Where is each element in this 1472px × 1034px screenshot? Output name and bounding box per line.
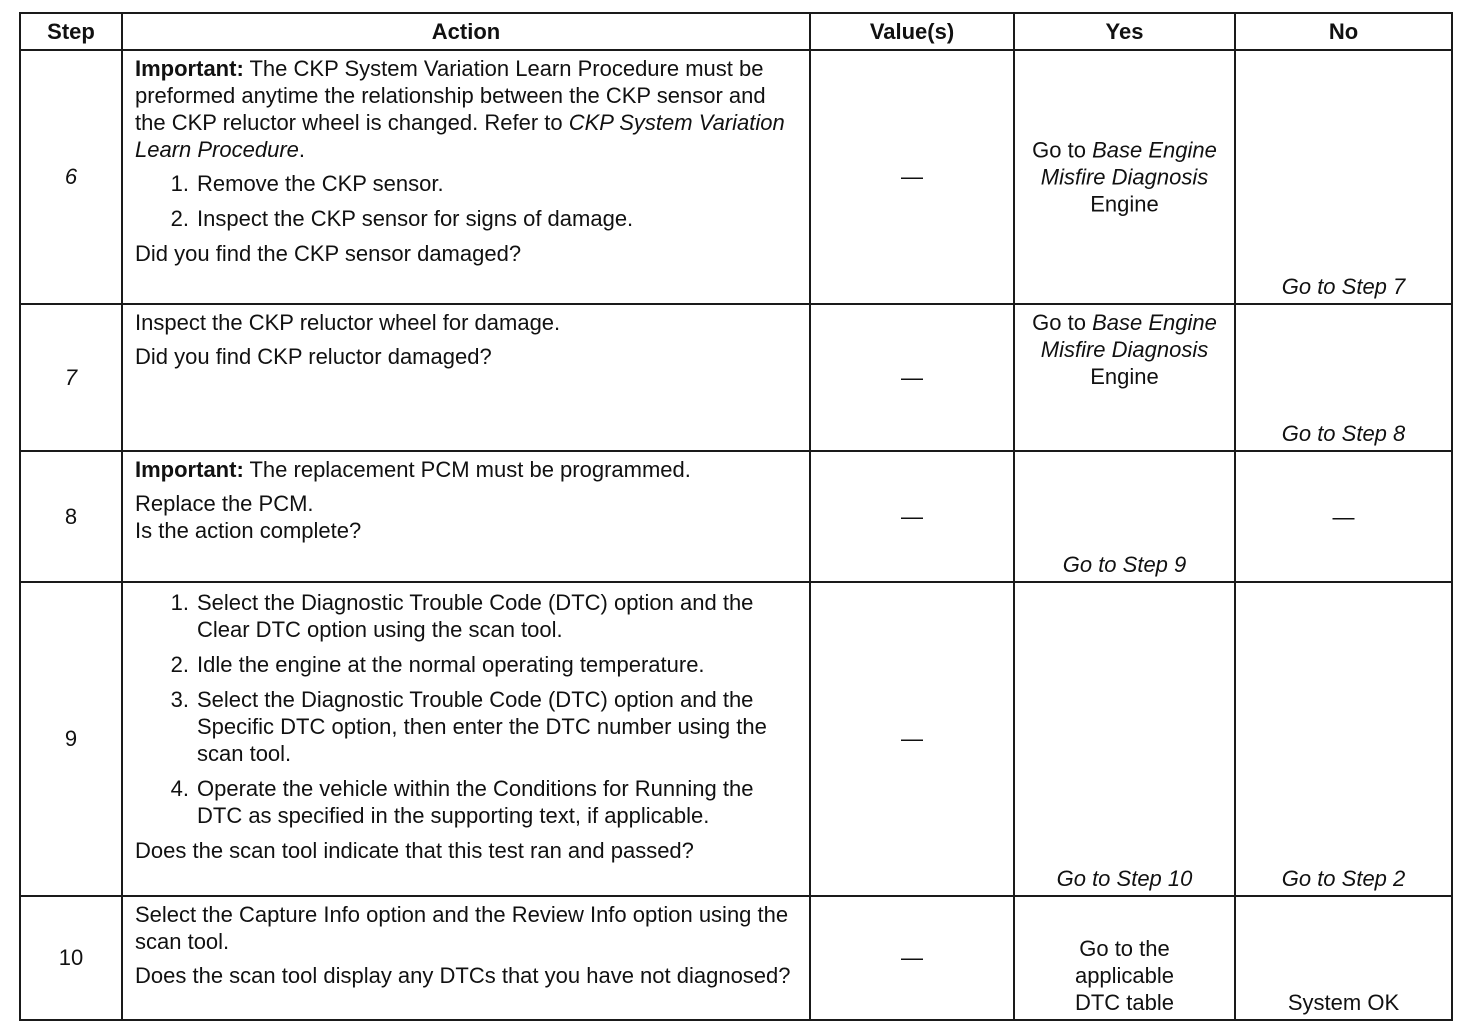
- important-text: The CKP System Variation Learn Procedure must be preformed anytime the relationship between the CKP sensor and the CKP reluctor wheel is changed. Refer to: [135, 56, 766, 135]
- diagnostic-table: [19, 12, 1453, 1021]
- header-yes: Yes: [1014, 13, 1235, 50]
- substep-number: 2.: [170, 652, 189, 677]
- list-item: [135, 205, 799, 232]
- no-cell: [1235, 50, 1452, 304]
- substep-text: Inspect the CKP sensor for signs of damage.: [197, 206, 634, 231]
- substep-text: Remove the CKP sensor.: [197, 171, 444, 196]
- table-row: [20, 50, 1452, 304]
- substep-list: [135, 170, 799, 232]
- yes-link[interactable]: Go to the applicable DTC table: [1074, 936, 1175, 1015]
- table-row: [20, 896, 1452, 1020]
- question-text: Is the action complete?: [135, 518, 362, 543]
- no-value: —: [1332, 504, 1355, 529]
- table-header-row: [20, 13, 1452, 50]
- action-text: Select the Capture Info option and the Review Info option using the scan tool.: [135, 902, 789, 954]
- yes-cell: [1014, 451, 1235, 582]
- question-text: Did you find CKP reluctor damaged?: [135, 344, 492, 369]
- yes-link[interactable]: [1015, 137, 1234, 218]
- important-label: Important:: [135, 457, 244, 482]
- important-note: [135, 456, 799, 483]
- value-cell: —: [810, 304, 1014, 451]
- no-cell: [1235, 582, 1452, 896]
- header-values: Value(s): [810, 13, 1014, 50]
- header-no: No: [1235, 13, 1452, 50]
- substep-text: Operate the vehicle within the Conditions for Running the DTC as specified in the supporting text, if applicable.: [197, 776, 754, 828]
- header-action: Action: [122, 13, 810, 50]
- no-cell: [1235, 304, 1452, 451]
- action-text: Replace the PCM.: [135, 491, 314, 516]
- substep-number: 2.: [170, 206, 189, 231]
- step-number: 9: [20, 582, 122, 896]
- substep-number: 1.: [170, 171, 189, 196]
- list-item: [135, 589, 799, 643]
- yes-cell: [1014, 896, 1235, 1020]
- yes-cell: [1014, 50, 1235, 304]
- step-number: 10: [20, 896, 122, 1020]
- no-result: System OK: [1287, 990, 1400, 1015]
- action-cell: [122, 451, 810, 582]
- action-cell: [122, 304, 810, 451]
- important-text: The replacement PCM must be programmed.: [243, 457, 691, 482]
- list-item: [135, 170, 799, 197]
- yes-prefix: Go to: [1032, 137, 1093, 163]
- question-text: Did you find the CKP sensor damaged?: [135, 241, 522, 266]
- list-item: [135, 651, 799, 678]
- question-text: Does the scan tool display any DTCs that you have not diagnosed?: [135, 963, 791, 988]
- yes-reference: Base Engine Misfire Diagnosis: [1040, 310, 1217, 362]
- question-text: Does the scan tool indicate that this test ran and passed?: [135, 838, 694, 863]
- yes-prefix: Go to: [1032, 310, 1093, 335]
- value-cell: —: [810, 50, 1014, 304]
- list-item: [135, 686, 799, 767]
- no-link[interactable]: Go to Step 8: [1281, 421, 1406, 446]
- substep-text: Select the Diagnostic Trouble Code (DTC) option and the Clear DTC option using the scan tool.: [197, 590, 754, 642]
- table-row: [20, 304, 1452, 451]
- value-cell: —: [810, 451, 1014, 582]
- substep-number: 3.: [170, 687, 189, 712]
- no-cell: [1235, 451, 1452, 582]
- action-cell: [122, 582, 810, 896]
- step-number: 6: [20, 50, 122, 304]
- procedure-reference: CKP System Variation Learn Procedure: [135, 110, 785, 162]
- important-label: Important:: [135, 56, 244, 81]
- list-item: [135, 775, 799, 829]
- yes-suffix: Engine: [1090, 364, 1159, 389]
- substep-list: [135, 589, 799, 829]
- substep-text: Select the Diagnostic Trouble Code (DTC) option and the Specific DTC option, then enter the DTC number using the scan tool.: [197, 687, 767, 766]
- no-link[interactable]: Go to Step 2: [1281, 866, 1406, 891]
- value-cell: —: [810, 582, 1014, 896]
- step-number: 7: [20, 304, 122, 451]
- table-row: [20, 451, 1452, 582]
- value-cell: —: [810, 896, 1014, 1020]
- table-row: [20, 582, 1452, 896]
- substep-text: Idle the engine at the normal operating temperature.: [197, 652, 705, 677]
- action-text: Inspect the CKP reluctor wheel for damage.: [135, 310, 561, 335]
- yes-link[interactable]: Go to Step 9: [1062, 552, 1187, 577]
- yes-cell: [1014, 304, 1235, 451]
- yes-reference: Base Engine Misfire Diagnosis: [1040, 137, 1217, 190]
- substep-number: 1.: [170, 590, 189, 615]
- substep-number: 4.: [170, 776, 189, 801]
- yes-suffix: Engine: [1090, 191, 1159, 217]
- no-link[interactable]: Go to Step 7: [1281, 274, 1406, 299]
- important-end: .: [298, 137, 306, 162]
- action-cell: [122, 896, 810, 1020]
- important-note: [135, 55, 799, 163]
- step-number: 8: [20, 451, 122, 582]
- yes-link[interactable]: [1015, 309, 1234, 390]
- yes-cell: [1014, 582, 1235, 896]
- header-step: Step: [20, 13, 122, 50]
- yes-link[interactable]: Go to Step 10: [1056, 866, 1193, 891]
- action-cell: [122, 50, 810, 304]
- no-cell: [1235, 896, 1452, 1020]
